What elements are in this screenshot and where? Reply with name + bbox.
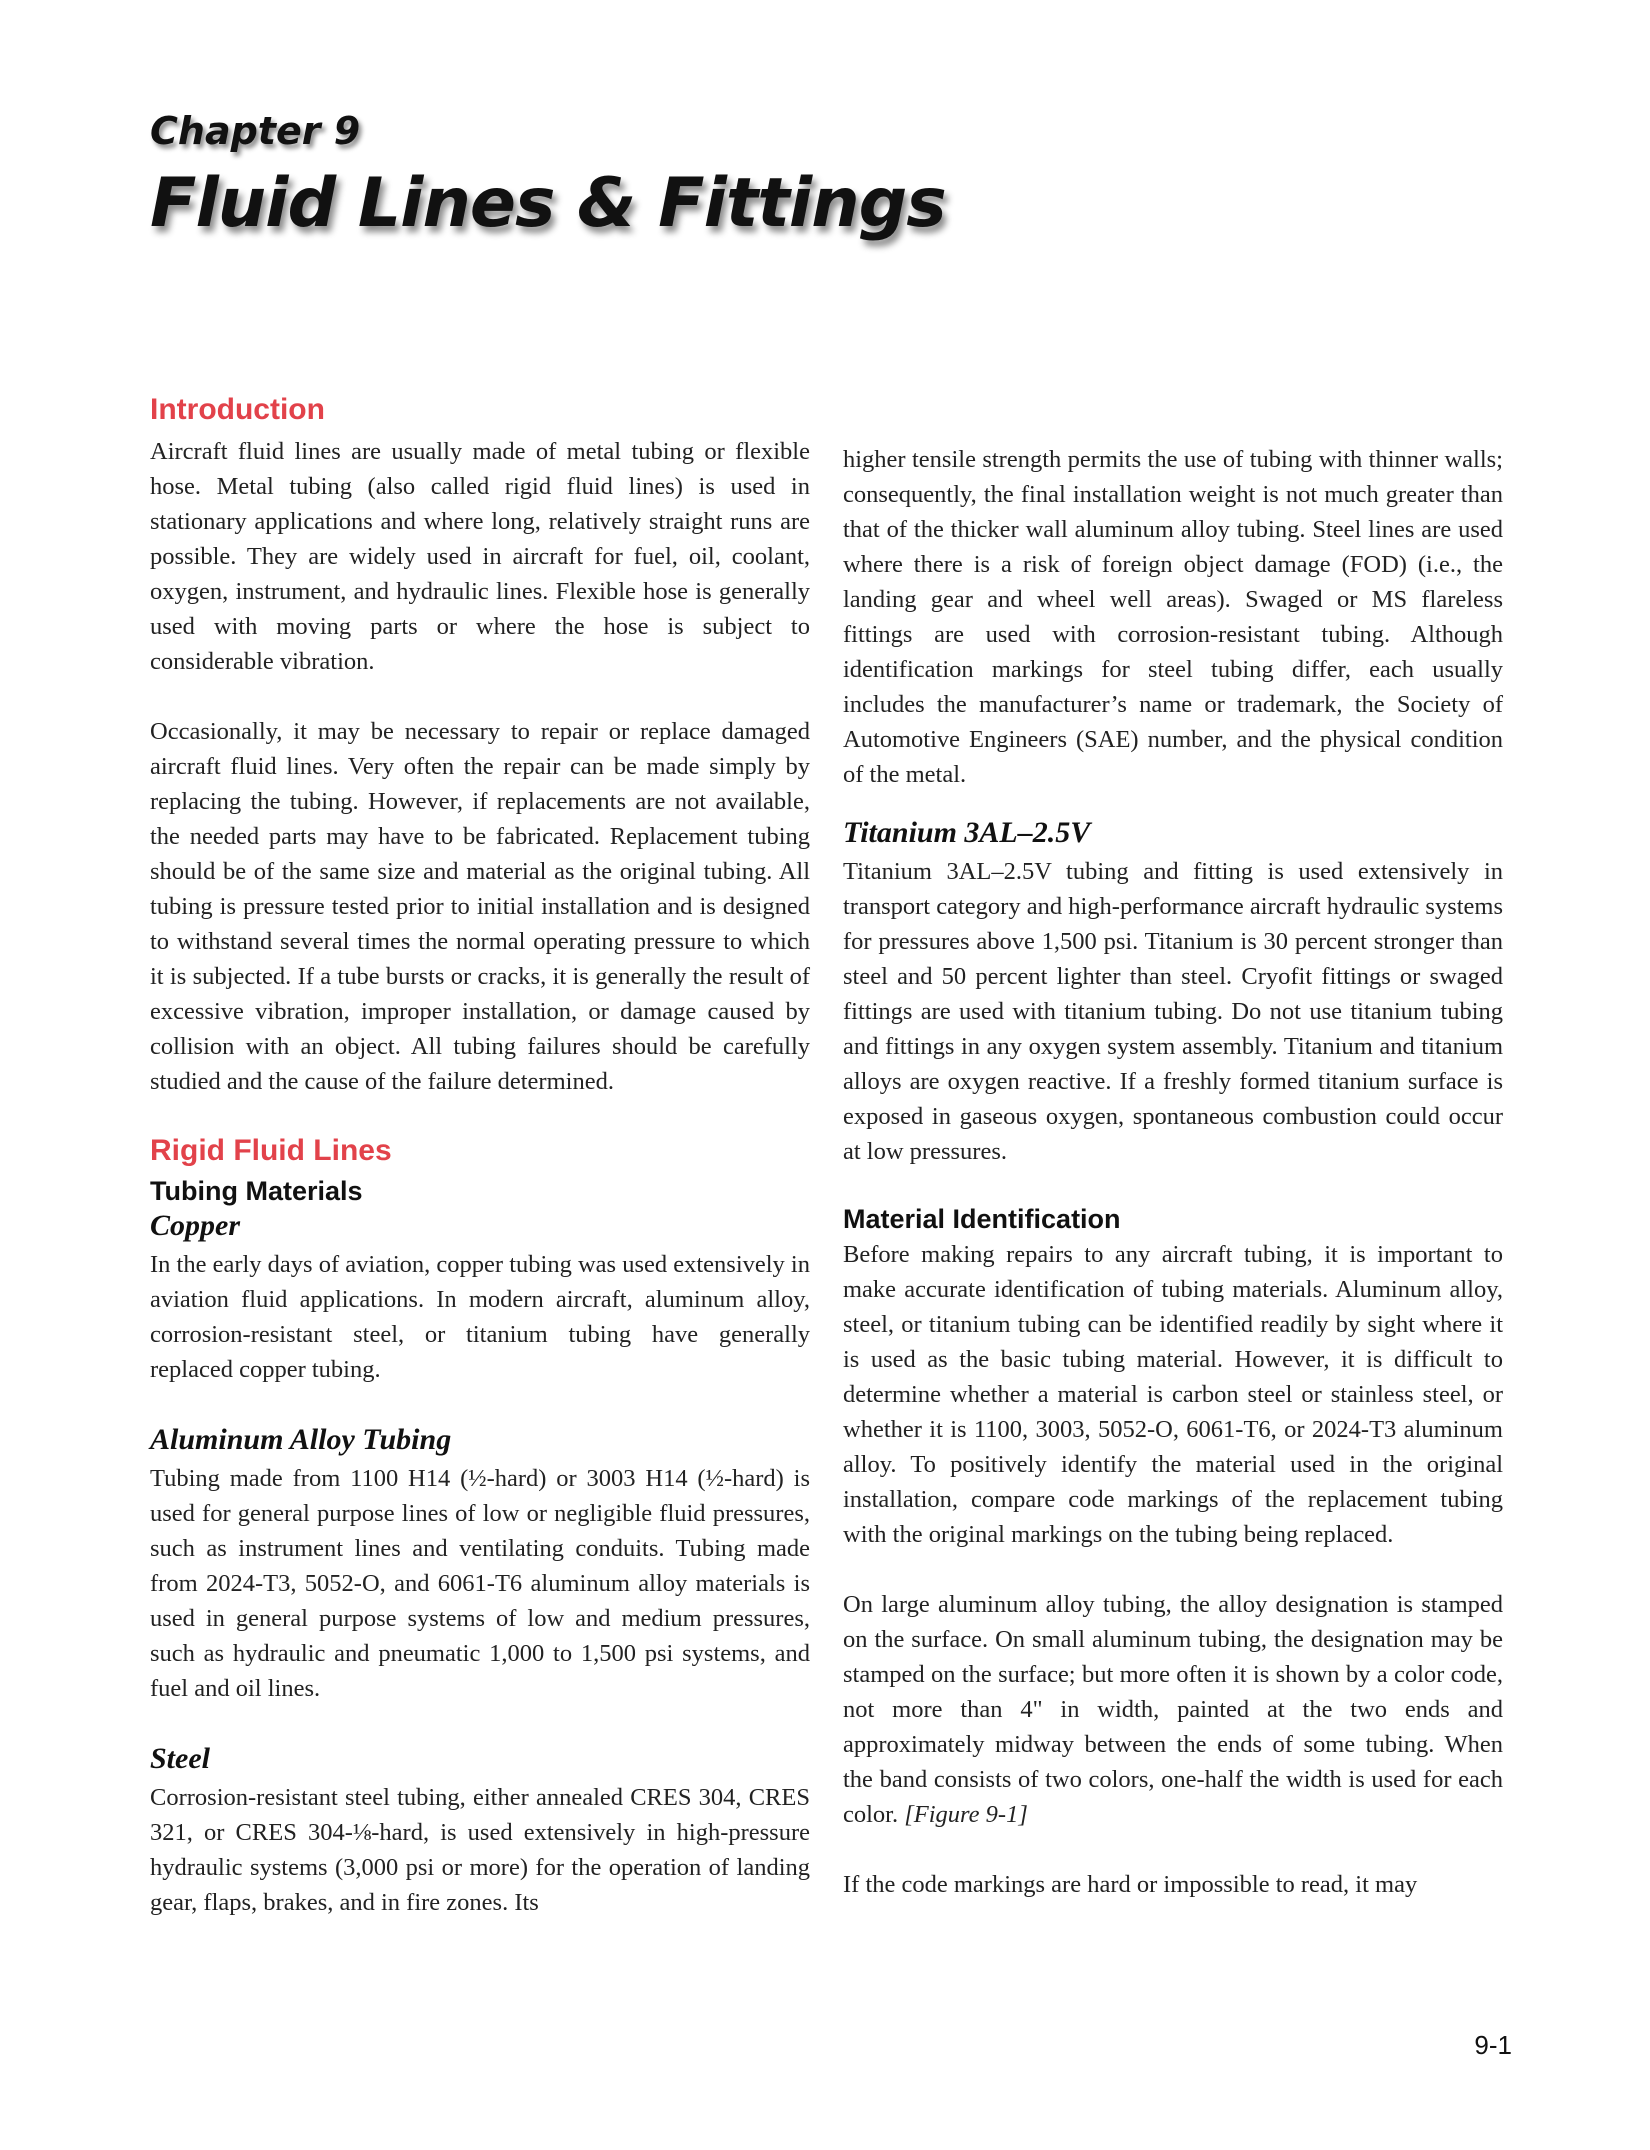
right-column xyxy=(843,442,1503,1902)
titanium-paragraph: Titanium 3AL–2.5V tubing and fitting is used extensively in transport category and high-performance aircraft hydraulic systems for pressures above 1,500 psi. Titanium is 30 percent stronger than steel and 50 percent lighter than steel. Cryofit fittings or swaged fittings are used with titanium tubing. Do not use titanium tubing and fittings in any oxygen system assembly. Titanium and titanium alloys are oxygen reactive. If a freshly formed titanium surface is exposed in gaseous oxygen, spontaneous combustion could occur at low pressures. xyxy=(843,858,1503,1165)
intro-paragraph-2: Occasionally, it may be necessary to repair or replace damaged aircraft fluid lines. Very often the repair can be made simply by replacing the tubing. However, if replacements are not available, the needed parts may have to be fabricated. Replacement tubing should be of the same size and material as the original tubing. All tubing is pressure tested prior to initial installation and is designed to withstand several times the normal operating pressure to which it is subjected. If a tube bursts or cracks, it is generally the result of excessive vibration, improper installation, or damage caused by collision with an object. All tubing failures should be carefully studied and the cause of the failure determined. xyxy=(150,718,810,1095)
left-column xyxy=(150,392,810,1920)
tubing-materials-heading: Tubing Materials xyxy=(150,1176,363,1206)
material-id-paragraph-2-text: On large aluminum alloy tubing, the alloy designation is stamped on the surface. On small aluminum tubing, the designation may be stamped on the surface; but more often it is shown by a color code, not more than 4" in width, painted at the two ends and approximately midway between the ends of some tubing. When the band consists of two colors, one-half the width is used for each color. xyxy=(843,1591,1503,1828)
intro-paragraph-1: Aircraft fluid lines are usually made of metal tubing or flexible hose. Metal tubing (also called rigid fluid lines) is used in stationary applications and where long, relatively straight runs are possible. They are widely used in aircraft for fuel, oil, coolant, oxygen, instrument, and hydraulic lines. Flexible hose is generally used with moving parts or where the hose is subject to considerable vibration. xyxy=(150,438,810,675)
steel-heading: Steel xyxy=(150,1742,210,1775)
material-id-paragraph-3: If the code markings are hard or impossible to read, it may xyxy=(843,1871,1418,1898)
aluminum-alloy-tubing-heading: Aluminum Alloy Tubing xyxy=(150,1423,452,1456)
chapter-title: Fluid Lines & Fittings xyxy=(150,164,946,243)
figure-reference[interactable]: [Figure 9-1] xyxy=(904,1801,1028,1828)
material-identification-heading: Material Identification xyxy=(843,1204,1121,1234)
titanium-heading: Titanium 3AL–2.5V xyxy=(843,816,1091,849)
rigid-fluid-lines-heading: Rigid Fluid Lines xyxy=(150,1134,392,1167)
material-id-paragraph-2 xyxy=(843,1587,1503,1832)
page-number: 9-1 xyxy=(1474,2030,1512,2060)
steel-continued-paragraph: higher tensile strength permits the use of tubing with thinner walls; consequently, the final installation weight is not much greater than that of the thicker wall aluminum alloy tubing. Steel lines are used where there is a risk of foreign object damage (FOD) (i.e., the landing gear and wheel well areas). Swaged or MS flareless fittings are used with corrosion-resistant tubing. Although identification markings for steel tubing differ, each usually includes the manufacturer’s name or trademark, the Society of Automotive Engineers (SAE) number, and the physical condition of the metal. xyxy=(843,446,1503,788)
introduction-heading: Introduction xyxy=(150,393,325,426)
aluminum-paragraph: Tubing made from 1100 H14 (½-hard) or 3003 H14 (½-hard) is used for general purpose lines of low or negligible fluid pressures, such as instrument lines and ventilating conduits. Tubing made from 2024-T3, 5052-O, and 6061-T6 aluminum alloy materials is used in general purpose systems of low and medium pressures, such as hydraulic and pneumatic 1,000 to 1,500 psi systems, and fuel and oil lines. xyxy=(150,1465,810,1702)
material-id-paragraph-1: Before making repairs to any aircraft tubing, it is important to make accurate identification of tubing materials. Aluminum alloy, steel, or titanium tubing can be identified readily by sight where it is used as the basic tubing material. However, it is difficult to determine whether a material is carbon steel or stainless steel, or whether it is 1100, 3003, 5052-O, 6061-T6, or 2024-T3 aluminum alloy. To positively identify the material used in the original installation, compare code markings of the replacement tubing with the original markings on the tubing being replaced. xyxy=(843,1241,1503,1548)
copper-heading: Copper xyxy=(150,1209,240,1242)
steel-paragraph: Corrosion-resistant steel tubing, either annealed CRES 304, CRES 321, or CRES 304-⅛-hard, is used extensively in high-pressure hydraulic systems (3,000 psi or more) for the operation of landing gear, flaps, brakes, and in fire zones. Its xyxy=(150,1784,810,1916)
chapter-label: Chapter 9 xyxy=(150,109,361,153)
copper-paragraph: In the early days of aviation, copper tubing was used extensively in aviation fluid applications. In modern aircraft, aluminum alloy, corrosion-resistant steel, or titanium tubing have generally replaced copper tubing. xyxy=(150,1251,810,1383)
